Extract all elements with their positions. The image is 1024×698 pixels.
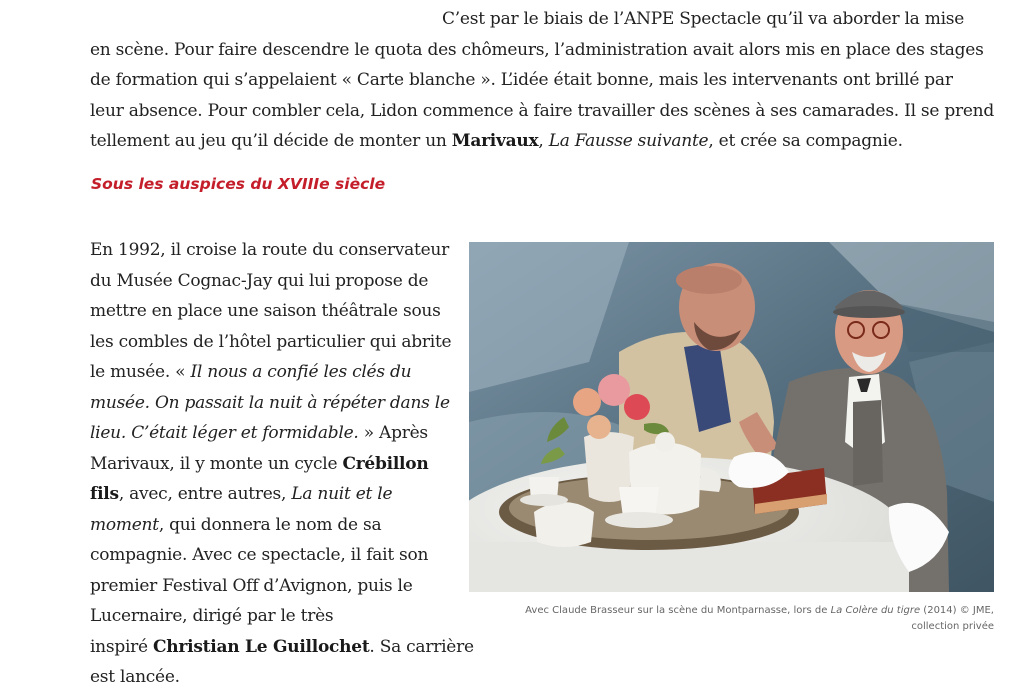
text-line — [90, 632, 474, 663]
marivaux-bold: Marivaux — [451, 131, 539, 151]
quote-italic: Il nous a confié les clés du — [190, 362, 412, 382]
crebillon-bold: fils — [90, 484, 119, 504]
caption-line: collection privée — [911, 621, 994, 632]
text-run: (2014) © JME, — [920, 605, 994, 616]
quote-italic: lieu. C’était léger et formidable. — [90, 423, 359, 443]
text-run: Avec Claude Brasseur sur la scène du Montparnasse, lors de — [525, 605, 831, 616]
text-line — [90, 126, 935, 157]
play-title: La nuit et le — [291, 484, 393, 504]
text-line: Lucernaire, dirigé par le très — [90, 606, 334, 626]
name-bold: Christian Le Guillochet — [153, 636, 370, 657]
text-line: en scène. Pour faire descendre le quota des chômeurs, l’administration avait alors mis en place des stages — [90, 39, 984, 60]
body-paragraph — [90, 235, 474, 693]
text-line: du Musée Cognac-Jay qui lui propose de — [90, 270, 429, 291]
text-line — [90, 479, 450, 510]
text-run: le musée. « — [90, 362, 191, 382]
text-line — [90, 418, 450, 449]
text-run: Marivaux, il y monte un cycle — [90, 453, 343, 474]
crebillon-bold: Crébillon — [342, 453, 429, 474]
text-line — [90, 449, 450, 480]
text-line: mettre en place une saison théâtrale sous — [90, 301, 441, 321]
quote-italic: musée. On passait la nuit à répéter dans le — [90, 392, 450, 413]
text-line: les combles de l’hôtel particulier qui abrite — [90, 331, 452, 352]
caption-line — [469, 603, 994, 619]
text-line: est lancée. — [90, 667, 180, 687]
text-line — [90, 510, 450, 541]
text-run: , — [538, 131, 549, 151]
text-line: C’est par le biais de l’ANPE Spectacle qu’il va aborder la mise — [442, 9, 965, 29]
photo-caption — [469, 603, 994, 635]
text-run: inspiré — [90, 636, 154, 657]
text-run: . Sa carrière — [369, 636, 474, 657]
stage-photo — [469, 242, 994, 592]
text-line: premier Festival Off d’Avignon, puis le — [90, 575, 413, 596]
text-line: En 1992, il croise la route du conservateur — [90, 240, 450, 260]
play-title: La Fausse suivante — [548, 131, 709, 151]
text-run: » Après — [358, 423, 428, 443]
play-title: moment — [90, 514, 159, 535]
text-line — [90, 357, 450, 388]
text-run: tellement au jeu qu’il décide de monter un — [90, 131, 452, 151]
intro-paragraph — [90, 4, 995, 157]
text-line: compagnie. Avec ce spectacle, il fait son — [90, 545, 429, 565]
text-line — [90, 388, 450, 419]
text-run: , avec, entre autres, — [118, 484, 292, 504]
text-run: , qui donnera le nom de sa — [158, 514, 382, 535]
text-line: de formation qui s’appelaient « Carte blanche ». L’idée était bonne, mais les intervenants ont brillé par — [90, 70, 953, 90]
section-subheading: Sous les auspices du XVIIIe siècle — [91, 175, 386, 193]
play-title: La Colère du tigre — [830, 605, 921, 616]
text-run: , et crée sa compagnie. — [708, 131, 903, 151]
text-line: leur absence. Pour combler cela, Lidon commence à faire travailler des scènes à ses camarades. Il se prend — [90, 100, 995, 121]
